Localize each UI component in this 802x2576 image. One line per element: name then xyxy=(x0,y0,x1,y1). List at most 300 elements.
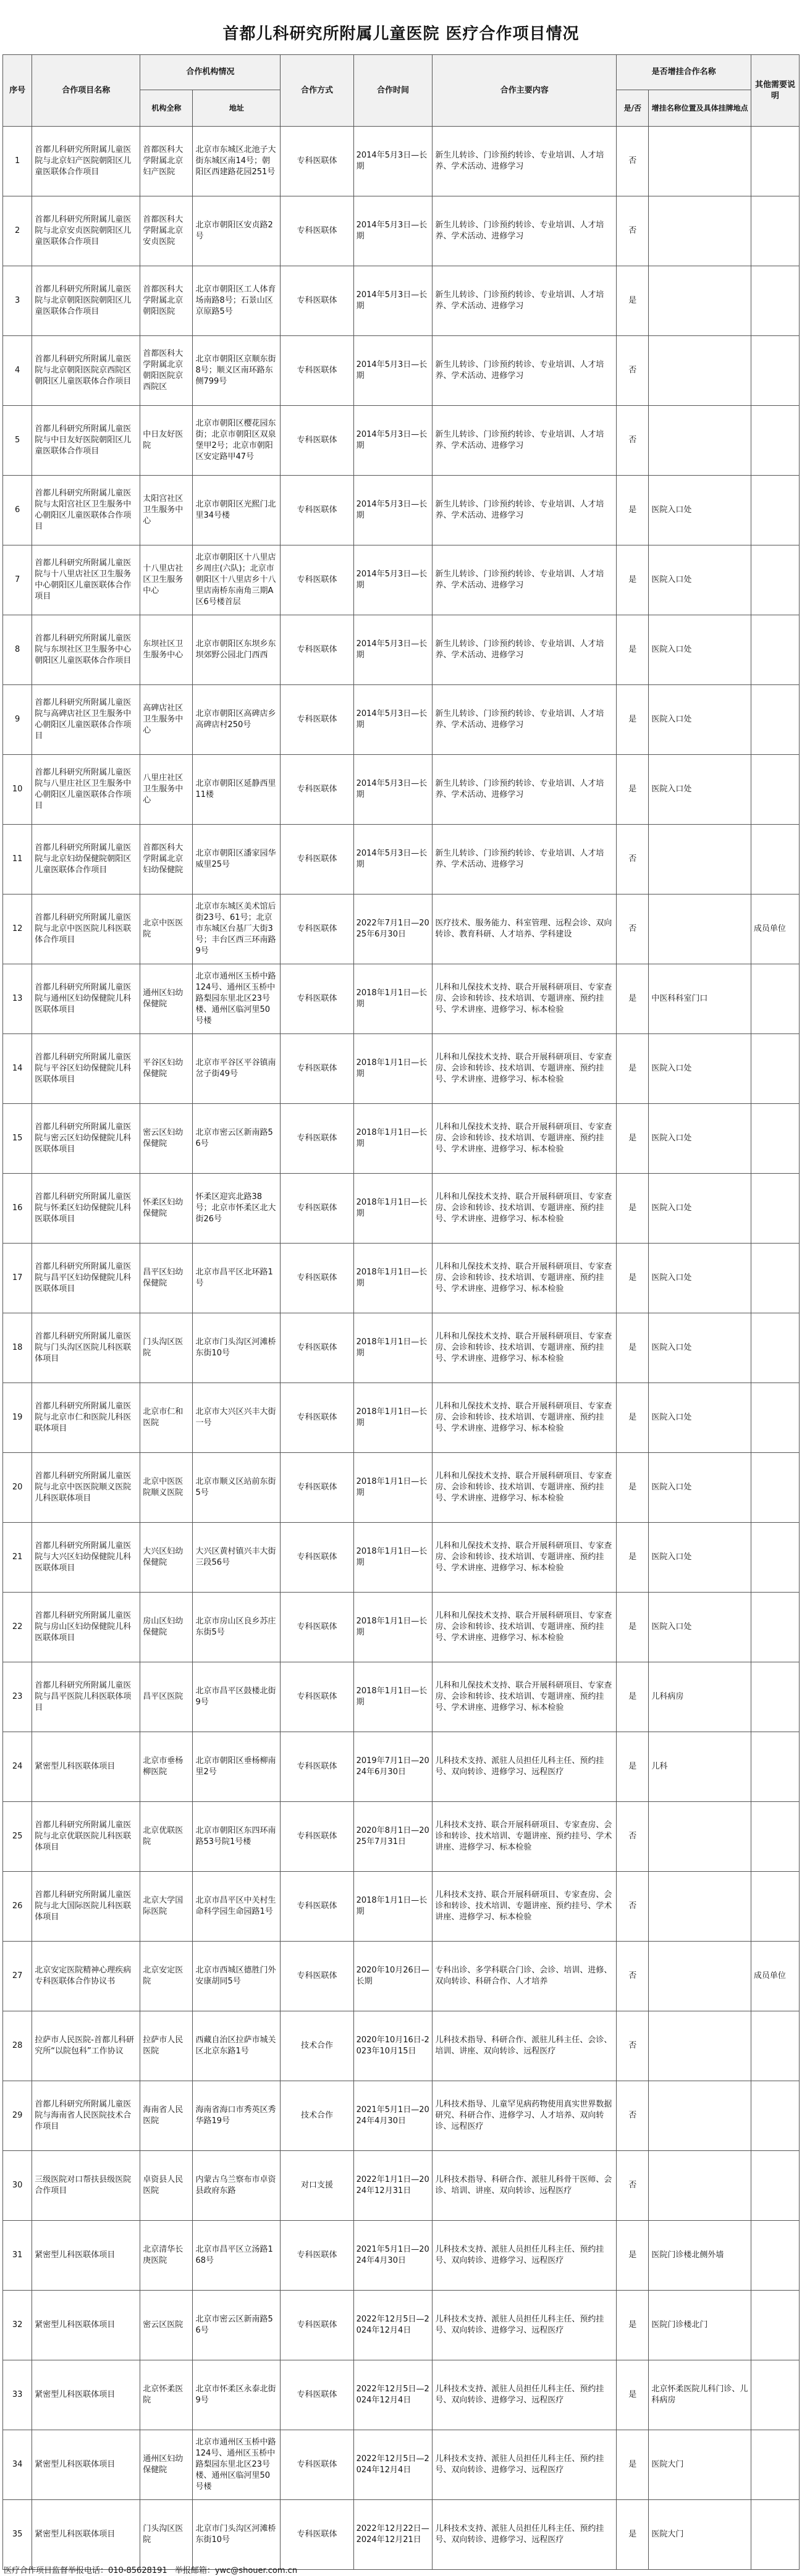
cell-partner-name: 北京市垂杨柳医院 xyxy=(140,1732,193,1802)
cell-naming-yes: 是 xyxy=(617,1593,649,1662)
cell-other xyxy=(751,1593,799,1662)
cell-project: 首都儿科研究所附属儿童医院与密云区妇幼保健院儿科医联体项目 xyxy=(32,1104,140,1174)
table-body xyxy=(3,127,800,2570)
cell-project: 首都儿科研究所附属儿童医院与东坝社区卫生服务中心朝阳区儿童医联体合作项目 xyxy=(32,615,140,685)
table-row xyxy=(3,1104,800,1174)
cell-partner-addr: 北京市朝阳区十八里店乡周庄(六队)；北京市朝阳区十八里店乡十八里店南桥东南角三期A区6号楼首层 xyxy=(193,545,281,615)
cell-naming-place xyxy=(649,2151,751,2221)
cell-partner-name: 昌平区妇幼保健院 xyxy=(140,1244,193,1313)
cell-partner-addr: 北京市朝阳区东四环南路53号院1号楼 xyxy=(193,1802,281,1872)
cell-naming-place xyxy=(649,196,751,266)
table-row xyxy=(3,1593,800,1662)
cell-seq: 14 xyxy=(3,1034,32,1104)
table-row xyxy=(3,336,800,406)
cell-partner-name: 首都医科大学附属北京妇幼保健院 xyxy=(140,825,193,894)
cell-partner-name: 卓资县人民医院 xyxy=(140,2151,193,2221)
cell-naming-yes: 是 xyxy=(617,1383,649,1453)
cell-content: 儿科和儿保技术支持、联合开展科研项目、专家查房、会诊和转诊、技术培训、专题讲座、预约挂号、学术讲座、进修学习、标本检验 xyxy=(433,1523,617,1593)
table-row xyxy=(3,685,800,755)
cell-partner-addr: 怀柔区迎宾北路38号；北京市怀柔区北大街26号 xyxy=(193,1174,281,1244)
page-title: 首都儿科研究所附属儿童医院 医疗合作项目情况 xyxy=(222,25,580,43)
cell-other xyxy=(751,476,799,545)
cell-naming-place: 中医科科室门口 xyxy=(649,964,751,1034)
cell-time: 2018年1月1日—长期 xyxy=(353,1383,433,1453)
cell-naming-place: 儿科 xyxy=(649,1732,751,1802)
cell-content: 儿科技术指导、儿童罕见病药物使用真实世界数据研究、科研合作、进修学习、人才培养、双向转诊、远程医疗 xyxy=(433,2081,617,2151)
cell-project: 三级医院对口帮扶县级医院合作项目 xyxy=(32,2151,140,2221)
cell-project: 紧密型儿科医联体项目 xyxy=(32,2360,140,2430)
cell-project: 北京安定医院精神心理疾病专科医联体合作协议书 xyxy=(32,1942,140,2011)
cell-partner-name: 东坝社区卫生服务中心 xyxy=(140,615,193,685)
cell-naming-place xyxy=(649,894,751,964)
cell-naming-yes: 是 xyxy=(617,1104,649,1174)
cell-partner-name: 通州区妇幼保健院 xyxy=(140,964,193,1034)
cell-seq: 21 xyxy=(3,1523,32,1593)
cell-content: 新生儿转诊、门诊预约转诊、专业培训、人才培养、学术活动、进修学习 xyxy=(433,196,617,266)
header-partner-name: 机构全称 xyxy=(140,90,193,127)
cell-partner-name: 北京清华长庚医院 xyxy=(140,2221,193,2291)
header-partner-addr: 地址 xyxy=(193,90,281,127)
cell-project: 紧密型儿科医联体项目 xyxy=(32,2430,140,2500)
cell-naming-yes: 否 xyxy=(617,1942,649,2011)
cell-content: 儿科和儿保技术支持、联合开展科研项目、专家查房、会诊和转诊、技术培训、专题讲座、预约挂号、学术讲座、进修学习、标本检验 xyxy=(433,1453,617,1523)
cell-partner-name: 太阳宫社区卫生服务中心 xyxy=(140,476,193,545)
cell-content: 儿科技术支持、联合开展科研项目、专家查房、会诊和转诊、技术培训、专题讲座、预约挂号、学术讲座、进修学习、标本检验 xyxy=(433,1872,617,1942)
cell-partner-addr: 北京市怀柔区永泰北街9号 xyxy=(193,2360,281,2430)
cell-naming-yes: 否 xyxy=(617,2081,649,2151)
cell-naming-yes: 是 xyxy=(617,1732,649,1802)
cell-project: 首都儿科研究所附属儿童医院与海南省人民医院技术合作项目 xyxy=(32,2081,140,2151)
cell-partner-addr: 北京市朝阳区高碑店乡高碑店村250号 xyxy=(193,685,281,755)
cell-naming-yes: 是 xyxy=(617,1523,649,1593)
table-row xyxy=(3,1732,800,1802)
cell-partner-addr: 北京市房山区良乡苏庄东街5号 xyxy=(193,1593,281,1662)
cell-naming-place: 医院入口处 xyxy=(649,1244,751,1313)
cell-naming-yes: 否 xyxy=(617,336,649,406)
cell-content: 新生儿转诊、门诊预约转诊、专业培训、人才培养、学术活动、进修学习 xyxy=(433,685,617,755)
header-mode: 合作方式 xyxy=(281,55,353,127)
cell-other xyxy=(751,1383,799,1453)
cell-naming-place xyxy=(649,2011,751,2081)
cell-naming-yes: 否 xyxy=(617,2151,649,2221)
cell-naming-place xyxy=(649,1802,751,1872)
cell-mode: 专科医联体 xyxy=(281,2500,353,2570)
cell-project: 首都儿科研究所附属儿童医院与通州区妇幼保健院儿科医联体项目 xyxy=(32,964,140,1034)
cell-partner-addr: 北京市朝阳区工人体育场南路8号；石景山区京原路5号 xyxy=(193,266,281,336)
table-row xyxy=(3,2500,800,2570)
cell-other xyxy=(751,2221,799,2291)
cell-naming-place: 医院入口处 xyxy=(649,1593,751,1662)
cell-time: 2022年12月5日—2024年12月4日 xyxy=(353,2360,433,2430)
cell-naming-place: 儿科病房 xyxy=(649,1662,751,1732)
cell-naming-place: 医院入口处 xyxy=(649,1034,751,1104)
header-naming: 是否增挂合作名称 xyxy=(617,55,751,90)
cell-partner-name: 海南省人民医院 xyxy=(140,2081,193,2151)
cell-partner-name: 北京怀柔医院 xyxy=(140,2360,193,2430)
cell-project: 首都儿科研究所附属儿童医院与北京中医医院儿科医联体合作项目 xyxy=(32,894,140,964)
cell-time: 2018年1月1日—长期 xyxy=(353,1453,433,1523)
cell-other xyxy=(751,685,799,755)
cell-mode: 专科医联体 xyxy=(281,1593,353,1662)
cooperation-table xyxy=(2,54,800,2570)
cell-time: 2020年10月26日—长期 xyxy=(353,1942,433,2011)
table-row xyxy=(3,1453,800,1523)
cell-partner-name: 昌平区医院 xyxy=(140,1662,193,1732)
cell-naming-yes: 是 xyxy=(617,615,649,685)
cell-seq: 24 xyxy=(3,1732,32,1802)
cell-partner-addr: 海南省海口市秀英区秀华路19号 xyxy=(193,2081,281,2151)
cell-time: 2022年7月1日—2025年6月30日 xyxy=(353,894,433,964)
cell-project: 首都儿科研究所附属儿童医院与平谷区妇幼保健院儿科医联体项目 xyxy=(32,1034,140,1104)
cell-other xyxy=(751,2151,799,2221)
cell-project: 首都儿科研究所附属儿童医院与昌平医院儿科医联体项目 xyxy=(32,1662,140,1732)
cell-time: 2018年1月1日—长期 xyxy=(353,1662,433,1732)
cell-project: 首都儿科研究所附属儿童医院与北京市仁和医院儿科医联体项目 xyxy=(32,1383,140,1453)
header-content: 合作主要内容 xyxy=(433,55,617,127)
cell-time: 2021年5月1日—2024年4月30日 xyxy=(353,2221,433,2291)
header-seq: 序号 xyxy=(3,55,32,127)
cell-partner-addr: 北京市昌平区鼓楼北街9号 xyxy=(193,1662,281,1732)
table-row xyxy=(3,964,800,1034)
cell-naming-yes: 否 xyxy=(617,1872,649,1942)
cell-time: 2018年1月1日—长期 xyxy=(353,1523,433,1593)
cell-naming-yes: 是 xyxy=(617,1034,649,1104)
header-project: 合作项目名称 xyxy=(32,55,140,127)
cell-seq: 16 xyxy=(3,1174,32,1244)
cell-project: 首都儿科研究所附属儿童医院与怀柔区妇幼保健院儿科医联体项目 xyxy=(32,1174,140,1244)
cell-naming-yes: 是 xyxy=(617,1453,649,1523)
cell-mode: 专科医联体 xyxy=(281,1523,353,1593)
cell-project: 首都儿科研究所附属儿童医院与门头沟区医院儿科医联体项目 xyxy=(32,1313,140,1383)
cell-seq: 9 xyxy=(3,685,32,755)
cell-content: 儿科技术支持、派驻人员担任儿科主任、预约挂号、双向转诊、进修学习、远程医疗 xyxy=(433,2500,617,2570)
cell-time: 2014年5月3日—长期 xyxy=(353,685,433,755)
cell-naming-yes: 是 xyxy=(617,755,649,825)
cell-content: 儿科技术指导、科研合作、派驻儿科主任、会诊、培训、讲座、双向转诊、远程医疗 xyxy=(433,2011,617,2081)
table-row xyxy=(3,1872,800,1942)
cell-seq: 17 xyxy=(3,1244,32,1313)
cell-partner-name: 八里庄社区卫生服务中心 xyxy=(140,755,193,825)
cell-naming-place: 医院大门 xyxy=(649,2430,751,2500)
cell-naming-place: 医院门诊楼北门 xyxy=(649,2291,751,2360)
cell-partner-addr: 北京市大兴区兴丰大街一号 xyxy=(193,1383,281,1453)
cell-mode: 专科医联体 xyxy=(281,1104,353,1174)
cell-mode: 专科医联体 xyxy=(281,1732,353,1802)
table-row xyxy=(3,196,800,266)
cell-seq: 25 xyxy=(3,1802,32,1872)
cell-project: 首都儿科研究所附属儿童医院与北京优联医院儿科医联体项目 xyxy=(32,1802,140,1872)
cell-partner-name: 通州区妇幼保健院 xyxy=(140,2430,193,2500)
cell-naming-place xyxy=(649,406,751,476)
cell-time: 2022年1月1日—2024年12月31日 xyxy=(353,2151,433,2221)
cell-partner-addr: 北京市朝阳区安贞路2号 xyxy=(193,196,281,266)
cell-mode: 专科医联体 xyxy=(281,825,353,894)
cell-time: 2014年5月3日—长期 xyxy=(353,406,433,476)
cell-mode: 对口支援 xyxy=(281,2151,353,2221)
cell-content: 儿科技术支持、派驻人员担任儿科主任、预约挂号、双向转诊、进修学习、远程医疗 xyxy=(433,2430,617,2500)
cell-time: 2014年5月3日—长期 xyxy=(353,615,433,685)
cell-partner-addr: 北京市昌平区中关村生命科学园生命园路1号 xyxy=(193,1872,281,1942)
cell-project: 紧密型儿科医联体项目 xyxy=(32,2500,140,2570)
cell-partner-name: 高碑店社区卫生服务中心 xyxy=(140,685,193,755)
footer-email: 举报邮箱：ywc@shouer.com.cn xyxy=(174,2566,298,2575)
cell-partner-name: 怀柔区妇幼保健院 xyxy=(140,1174,193,1244)
cell-partner-addr: 北京市通州区玉桥中路124号、通州区玉桥中路梨园东里北区23号楼、通州区临河里50号楼 xyxy=(193,2430,281,2500)
cell-partner-name: 门头沟区医院 xyxy=(140,1313,193,1383)
cell-project: 紧密型儿科医联体项目 xyxy=(32,2221,140,2291)
table-row xyxy=(3,1523,800,1593)
cell-mode: 专科医联体 xyxy=(281,1802,353,1872)
cell-partner-name: 首都医科大学附属北京安贞医院 xyxy=(140,196,193,266)
cell-mode: 专科医联体 xyxy=(281,1942,353,2011)
cell-naming-place: 医院入口处 xyxy=(649,1104,751,1174)
cell-other xyxy=(751,2500,799,2570)
cell-other xyxy=(751,1523,799,1593)
cell-seq: 30 xyxy=(3,2151,32,2221)
header-time: 合作时间 xyxy=(353,55,433,127)
cell-partner-addr: 北京市平谷区平谷镇南岔子街49号 xyxy=(193,1034,281,1104)
cell-naming-place: 医院入口处 xyxy=(649,476,751,545)
cell-content: 儿科技术指导、科研合作、派驻儿科骨干医师、会诊、培训、讲座、双向转诊、远程医疗 xyxy=(433,2151,617,2221)
cell-project: 首都儿科研究所附属儿童医院与北京朝阳医院京西院区朝阳区儿童医联体合作项目 xyxy=(32,336,140,406)
cell-content: 儿科和儿保技术支持、联合开展科研项目、专家查房、会诊和转诊、技术培训、专题讲座、预约挂号、学术讲座、进修学习、标本检验 xyxy=(433,1034,617,1104)
cell-partner-addr: 北京市朝阳区樱花园东街；北京市朝阳区双泉堡甲2号；北京市朝阳区安定路甲47号 xyxy=(193,406,281,476)
cell-project: 紧密型儿科医联体项目 xyxy=(32,2291,140,2360)
cell-mode: 技术合作 xyxy=(281,2081,353,2151)
cell-seq: 1 xyxy=(3,127,32,196)
cell-seq: 6 xyxy=(3,476,32,545)
cell-mode: 专科医联体 xyxy=(281,2291,353,2360)
cell-mode: 专科医联体 xyxy=(281,196,353,266)
cell-mode: 专科医联体 xyxy=(281,1244,353,1313)
cell-seq: 22 xyxy=(3,1593,32,1662)
cell-content: 专科出诊、多学科联合门诊、会诊、培训、进修、双向转诊、科研合作、人才培养 xyxy=(433,1942,617,2011)
cell-time: 2020年10月16日-2023年10月15日 xyxy=(353,2011,433,2081)
cell-seq: 18 xyxy=(3,1313,32,1383)
cell-other xyxy=(751,1872,799,1942)
cell-other xyxy=(751,964,799,1034)
cell-naming-yes: 是 xyxy=(617,2500,649,2570)
cell-other xyxy=(751,1732,799,1802)
cell-project: 首都儿科研究所附属儿童医院与房山区妇幼保健院儿科医联体项目 xyxy=(32,1593,140,1662)
cell-time: 2014年5月3日—长期 xyxy=(353,755,433,825)
table-row xyxy=(3,2011,800,2081)
cell-naming-yes: 是 xyxy=(617,685,649,755)
cell-time: 2022年12月5日—2024年12月4日 xyxy=(353,2291,433,2360)
cell-time: 2018年1月1日—长期 xyxy=(353,1034,433,1104)
cell-seq: 19 xyxy=(3,1383,32,1453)
cell-partner-name: 中日友好医院 xyxy=(140,406,193,476)
cell-seq: 23 xyxy=(3,1662,32,1732)
header-naming-place: 增挂名称位置及具体挂牌地点 xyxy=(649,90,751,127)
cell-other xyxy=(751,1313,799,1383)
cell-mode: 专科医联体 xyxy=(281,1174,353,1244)
cell-naming-place: 医院入口处 xyxy=(649,1523,751,1593)
cell-naming-yes: 是 xyxy=(617,545,649,615)
cell-project: 首都儿科研究所附属儿童医院与八里庄社区卫生服务中心朝阳区儿童医联体合作项目 xyxy=(32,755,140,825)
cell-content: 儿科技术支持、派驻人员担任儿科主任、预约挂号、双向转诊、进修学习、远程医疗 xyxy=(433,2360,617,2430)
cell-naming-yes: 是 xyxy=(617,2221,649,2291)
cell-other xyxy=(751,1802,799,1872)
cell-partner-addr: 北京市朝阳区东坝乡东坝郊野公园北门西西 xyxy=(193,615,281,685)
cell-project: 首都儿科研究所附属儿童医院与北京安贞医院朝阳区儿童医联体合作项目 xyxy=(32,196,140,266)
cell-naming-place xyxy=(649,1872,751,1942)
cell-naming-place: 医院入口处 xyxy=(649,545,751,615)
cell-partner-name: 拉萨市人民医院 xyxy=(140,2011,193,2081)
cell-naming-yes: 是 xyxy=(617,1662,649,1732)
cell-partner-name: 北京中医医院顺义医院 xyxy=(140,1453,193,1523)
table-row xyxy=(3,615,800,685)
cell-partner-name: 北京安定医院 xyxy=(140,1942,193,2011)
cell-naming-place xyxy=(649,825,751,894)
cell-naming-yes: 是 xyxy=(617,2291,649,2360)
cell-time: 2014年5月3日—长期 xyxy=(353,127,433,196)
cell-time: 2018年1月1日—长期 xyxy=(353,1244,433,1313)
cell-seq: 15 xyxy=(3,1104,32,1174)
cell-seq: 7 xyxy=(3,545,32,615)
cell-partner-addr: 北京市门头沟区河滩桥东街10号 xyxy=(193,1313,281,1383)
table-row xyxy=(3,2151,800,2221)
table-row xyxy=(3,755,800,825)
cell-partner-name: 门头沟区医院 xyxy=(140,2500,193,2570)
cell-project: 首都儿科研究所附属儿童医院与北京朝阳医院朝阳区儿童医联体合作项目 xyxy=(32,266,140,336)
cell-naming-yes: 否 xyxy=(617,196,649,266)
cell-time: 2018年1月1日—长期 xyxy=(353,1313,433,1383)
cell-mode: 专科医联体 xyxy=(281,615,353,685)
cell-naming-place: 医院门诊楼北侧外墙 xyxy=(649,2221,751,2291)
cell-content: 儿科和儿保技术支持、联合开展科研项目、专家查房、会诊和转诊、技术培训、专题讲座、预约挂号、学术讲座、进修学习、标本检验 xyxy=(433,1244,617,1313)
table-row xyxy=(3,476,800,545)
cell-other xyxy=(751,2360,799,2430)
table-row xyxy=(3,1313,800,1383)
footer xyxy=(4,2564,302,2575)
cell-naming-place: 北京怀柔医院儿科门诊、儿科病房 xyxy=(649,2360,751,2430)
cell-partner-name: 首都医科大学附属北京朝阳医院 xyxy=(140,266,193,336)
cell-partner-name: 北京中医医院 xyxy=(140,894,193,964)
cell-seq: 32 xyxy=(3,2291,32,2360)
cell-time: 2014年5月3日—长期 xyxy=(353,476,433,545)
cell-other: 成员单位 xyxy=(751,1942,799,2011)
cell-mode: 专科医联体 xyxy=(281,2360,353,2430)
cell-content: 儿科技术支持、派驻人员担任儿科主任、预约挂号、双向转诊、进修学习、远程医疗 xyxy=(433,1732,617,1802)
cell-other xyxy=(751,336,799,406)
table-row xyxy=(3,1662,800,1732)
cell-seq: 12 xyxy=(3,894,32,964)
cell-seq: 29 xyxy=(3,2081,32,2151)
cell-naming-yes: 否 xyxy=(617,1802,649,1872)
cell-other xyxy=(751,825,799,894)
cell-naming-yes: 是 xyxy=(617,964,649,1034)
cell-content: 新生儿转诊、门诊预约转诊、专业培训、人才培养、学术活动、进修学习 xyxy=(433,825,617,894)
table-row xyxy=(3,127,800,196)
cell-partner-addr: 西藏自治区拉萨市城关区北京东路1号 xyxy=(193,2011,281,2081)
cell-content: 儿科和儿保技术支持、联合开展科研项目、专家查房、会诊和转诊、技术培训、专题讲座、预约挂号、学术讲座、进修学习、标本检验 xyxy=(433,1174,617,1244)
cell-naming-place: 医院入口处 xyxy=(649,1313,751,1383)
cell-other xyxy=(751,1174,799,1244)
cell-mode: 专科医联体 xyxy=(281,1383,353,1453)
cell-mode: 专科医联体 xyxy=(281,1313,353,1383)
cell-seq: 33 xyxy=(3,2360,32,2430)
cell-time: 2014年5月3日—长期 xyxy=(353,825,433,894)
table-row xyxy=(3,266,800,336)
cell-naming-place: 医院入口处 xyxy=(649,615,751,685)
header-other: 其他需要说明 xyxy=(751,55,799,127)
cell-naming-yes: 是 xyxy=(617,2430,649,2500)
cell-mode: 专科医联体 xyxy=(281,476,353,545)
cell-other xyxy=(751,266,799,336)
table-row xyxy=(3,2360,800,2430)
cell-naming-place xyxy=(649,1942,751,2011)
cell-content: 儿科技术支持、派驻人员担任儿科主任、预约挂号、双向转诊、进修学习、远程医疗 xyxy=(433,2221,617,2291)
cell-naming-yes: 是 xyxy=(617,1244,649,1313)
cell-partner-addr: 北京市昌平区立汤路168号 xyxy=(193,2221,281,2291)
cell-project: 首都儿科研究所附属儿童医院与高碑店社区卫生服务中心朝阳区儿童医联体合作项目 xyxy=(32,685,140,755)
cell-mode: 专科医联体 xyxy=(281,127,353,196)
cell-naming-yes: 否 xyxy=(617,127,649,196)
cell-mode: 技术合作 xyxy=(281,2011,353,2081)
cell-seq: 34 xyxy=(3,2430,32,2500)
cell-partner-addr: 北京市西城区德胜门外安康胡同5号 xyxy=(193,1942,281,2011)
cell-time: 2022年12月22日—2024年12月21日 xyxy=(353,2500,433,2570)
cell-mode: 专科医联体 xyxy=(281,266,353,336)
cell-seq: 4 xyxy=(3,336,32,406)
cell-naming-place: 医院入口处 xyxy=(649,755,751,825)
cell-partner-addr: 北京市东城区北池子大街东城区南14号；朝阳区西建路花园251号 xyxy=(193,127,281,196)
cell-content: 新生儿转诊、门诊预约转诊、专业培训、人才培养、学术活动、进修学习 xyxy=(433,406,617,476)
cell-seq: 31 xyxy=(3,2221,32,2291)
cell-naming-place xyxy=(649,266,751,336)
cell-naming-yes: 是 xyxy=(617,1313,649,1383)
cell-naming-yes: 否 xyxy=(617,894,649,964)
cell-seq: 5 xyxy=(3,406,32,476)
cell-naming-yes: 否 xyxy=(617,825,649,894)
cell-project: 拉萨市人民医院-首都儿科研究所“以院包科”工作协议 xyxy=(32,2011,140,2081)
cell-time: 2018年1月1日—长期 xyxy=(353,1872,433,1942)
cell-seq: 26 xyxy=(3,1872,32,1942)
cell-time: 2019年7月1日—2024年6月30日 xyxy=(353,1732,433,1802)
table-row xyxy=(3,2081,800,2151)
cell-naming-place: 医院入口处 xyxy=(649,685,751,755)
header-naming-yes: 是/否 xyxy=(617,90,649,127)
cell-seq: 2 xyxy=(3,196,32,266)
cell-time: 2018年1月1日—长期 xyxy=(353,964,433,1034)
cell-content: 新生儿转诊、门诊预约转诊、专业培训、人才培养、学术活动、进修学习 xyxy=(433,336,617,406)
cell-mode: 专科医联体 xyxy=(281,2430,353,2500)
cell-time: 2014年5月3日—长期 xyxy=(353,266,433,336)
cell-partner-addr: 北京市昌平区北环路1号 xyxy=(193,1244,281,1313)
cell-time: 2014年5月3日—长期 xyxy=(353,545,433,615)
cell-mode: 专科医联体 xyxy=(281,406,353,476)
cell-time: 2022年12月5日—2024年12月4日 xyxy=(353,2430,433,2500)
cell-other xyxy=(751,2081,799,2151)
cell-partner-name: 北京大学国际医院 xyxy=(140,1872,193,1942)
cell-content: 新生儿转诊、门诊预约转诊、专业培训、人才培养、学术活动、进修学习 xyxy=(433,615,617,685)
table-row xyxy=(3,2221,800,2291)
cell-other xyxy=(751,196,799,266)
cell-partner-name: 密云区妇幼保健院 xyxy=(140,1104,193,1174)
cell-partner-name: 首都医科大学附属北京朝阳医院京西院区 xyxy=(140,336,193,406)
cell-partner-addr: 北京市朝阳区光熙门北里34号楼 xyxy=(193,476,281,545)
cell-partner-addr: 北京市通州区玉桥中路124号、通州区玉桥中路梨园东里北区23号楼、通州区临河里50号楼 xyxy=(193,964,281,1034)
cell-project: 首都儿科研究所附属儿童医院与十八里店社区卫生服务中心朝阳区儿童医联体合作项目 xyxy=(32,545,140,615)
cell-naming-place: 医院入口处 xyxy=(649,1453,751,1523)
cell-seq: 10 xyxy=(3,755,32,825)
cell-time: 2018年1月1日—长期 xyxy=(353,1593,433,1662)
table-row xyxy=(3,1942,800,2011)
cell-mode: 专科医联体 xyxy=(281,755,353,825)
cell-seq: 3 xyxy=(3,266,32,336)
cell-other xyxy=(751,406,799,476)
